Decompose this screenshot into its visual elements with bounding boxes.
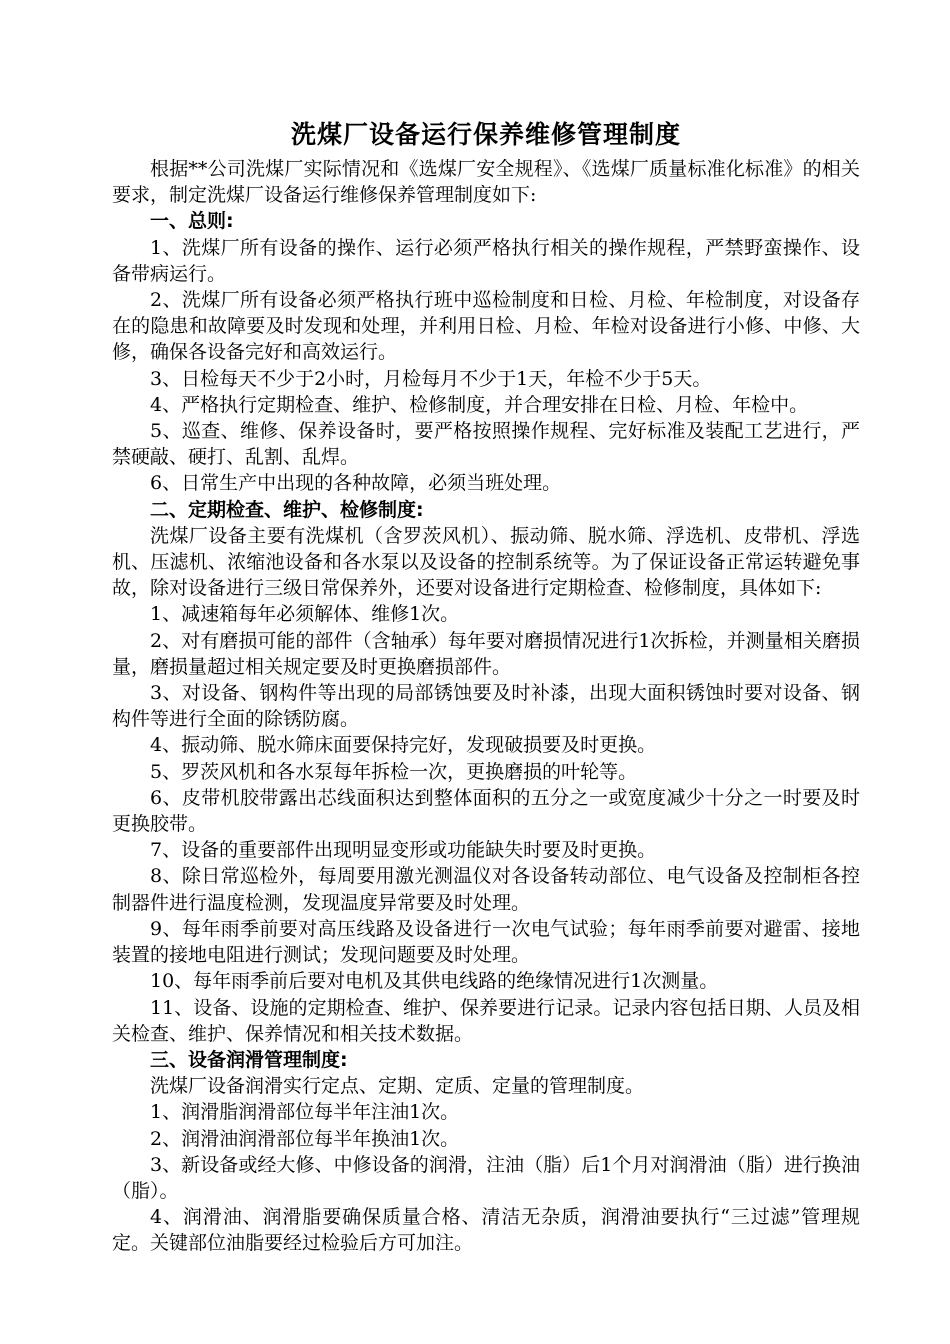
paragraph: 3、新设备或经大修、中修设备的润滑，注油（脂）后1个月对润滑油（脂）进行换油（脂）。 [112, 1153, 860, 1202]
paragraph: 9、每年雨季前要对高压线路及设备进行一次电气试验；每年雨季前要对避雷、接地装置的接地电阻进行测试；发现问题要及时处理。 [112, 917, 860, 967]
paragraph: 洗煤厂设备润滑实行定点、定期、定质、定量的管理制度。 [150, 1075, 645, 1098]
paragraph: 11、设备、设施的定期检查、维护、保养要进行记录。记录内容包括日期、人员及相关检查、维护、保养情况和相关技术数据。 [112, 996, 860, 1045]
paragraph: 6、皮带机胶带露出芯线面积达到整体面积的五分之一或宽度减少十分之一时要及时更换胶带。 [112, 786, 860, 836]
paragraph: 2、对有磨损可能的部件（含轴承）每年要对磨损情况进行1次拆检，并测量相关磨损量，磨损量超过相关规定要及时更换磨损部件。 [112, 629, 860, 678]
paragraph: 6、日常生产中出现的各种故障，必须当班处理。 [150, 472, 562, 495]
document-page [112, 118, 860, 1257]
paragraph: 4、严格执行定期检查、维护、检修制度，并合理安排在日检、月检、年检中。 [150, 393, 809, 416]
intro-paragraph: 根据**公司洗煤厂实际情况和《选煤厂安全规程》、《选煤厂质量标准化标准》的相关要求，制定洗煤厂设备运行维修保养管理制度如下: [112, 158, 860, 207]
section-heading: 三、设备润滑管理制度: [150, 1048, 348, 1071]
paragraph: 2、洗煤厂所有设备必须严格执行班中巡检制度和日检、月检、年检制度，对设备存在的隐患和故障要及时发现和处理，并利用日检、月检、年检对设备进行小修、中修、大修，确保各设备完好和高效运行。 [112, 289, 860, 364]
paragraph: 7、设备的重要部件出现明显变形或功能缺失时要及时更换。 [150, 839, 657, 862]
paragraph: 4、振动筛、脱水筛床面要保持完好，发现破损要及时更换。 [150, 734, 657, 757]
paragraph: 5、巡查、维修、保养设备时，要严格按照操作规程、完好标准及装配工艺进行，严禁硬敲、硬打、乱割、乱焊。 [112, 420, 860, 469]
paragraph: 4、润滑油、润滑脂要确保质量合格、清洁无杂质，润滑油要执行“三过滤”管理规定。关键部位油脂要经过检验后方可加注。 [112, 1206, 860, 1255]
paragraph: 3、对设备、钢构件等出现的局部锈蚀要及时补漆，出现大面积锈蚀时要对设备、钢构件等进行全面的除锈防腐。 [112, 682, 860, 731]
paragraph: 10、每年雨季前后要对电机及其供电线路的绝缘情况进行1次测量。 [150, 970, 719, 993]
paragraph: 1、洗煤厂所有设备的操作、运行必须严格执行相关的操作规程，严禁野蛮操作、设备带病运行。 [112, 236, 860, 285]
paragraph: 5、罗茨风机和各水泵每年拆检一次，更换磨损的叶轮等。 [150, 760, 638, 783]
paragraph: 1、减速箱每年必须解体、维修1次。 [150, 603, 460, 626]
paragraph: 2、润滑油润滑部位每半年换油1次。 [150, 1127, 460, 1150]
paragraph: 洗煤厂设备主要有洗煤机（含罗茨风机）、振动筛、脱水筛、浮选机、皮带机、浮选机、压滤机、浓缩池设备和各水泵以及设备的控制系统等。为了保证设备正常运转避免事故，除对设备进行三级日常保养外，还要对设备进行定期检查、检修制度，具体如下: [112, 524, 860, 600]
paragraph: 3、日检每天不少于2小时，月检每月不少于1天，年检不少于5天。 [150, 367, 712, 390]
section-lubrication [112, 1047, 860, 1257]
paragraph: 8、除日常巡检外，每周要用激光测温仪对各设备转动部位、电气设备及控制柜各控制器件进行温度检测，发现温度异常要及时处理。 [112, 865, 860, 914]
section-heading: 一、总则: [150, 210, 234, 233]
section-heading: 二、定期检查、维护、检修制度: [150, 498, 424, 521]
section-inspection [112, 497, 860, 1047]
document-title: 洗煤厂设备运行保养维修管理制度 [290, 120, 681, 149]
section-general [112, 208, 860, 496]
paragraph: 1、润滑脂润滑部位每半年注油1次。 [150, 1101, 460, 1124]
